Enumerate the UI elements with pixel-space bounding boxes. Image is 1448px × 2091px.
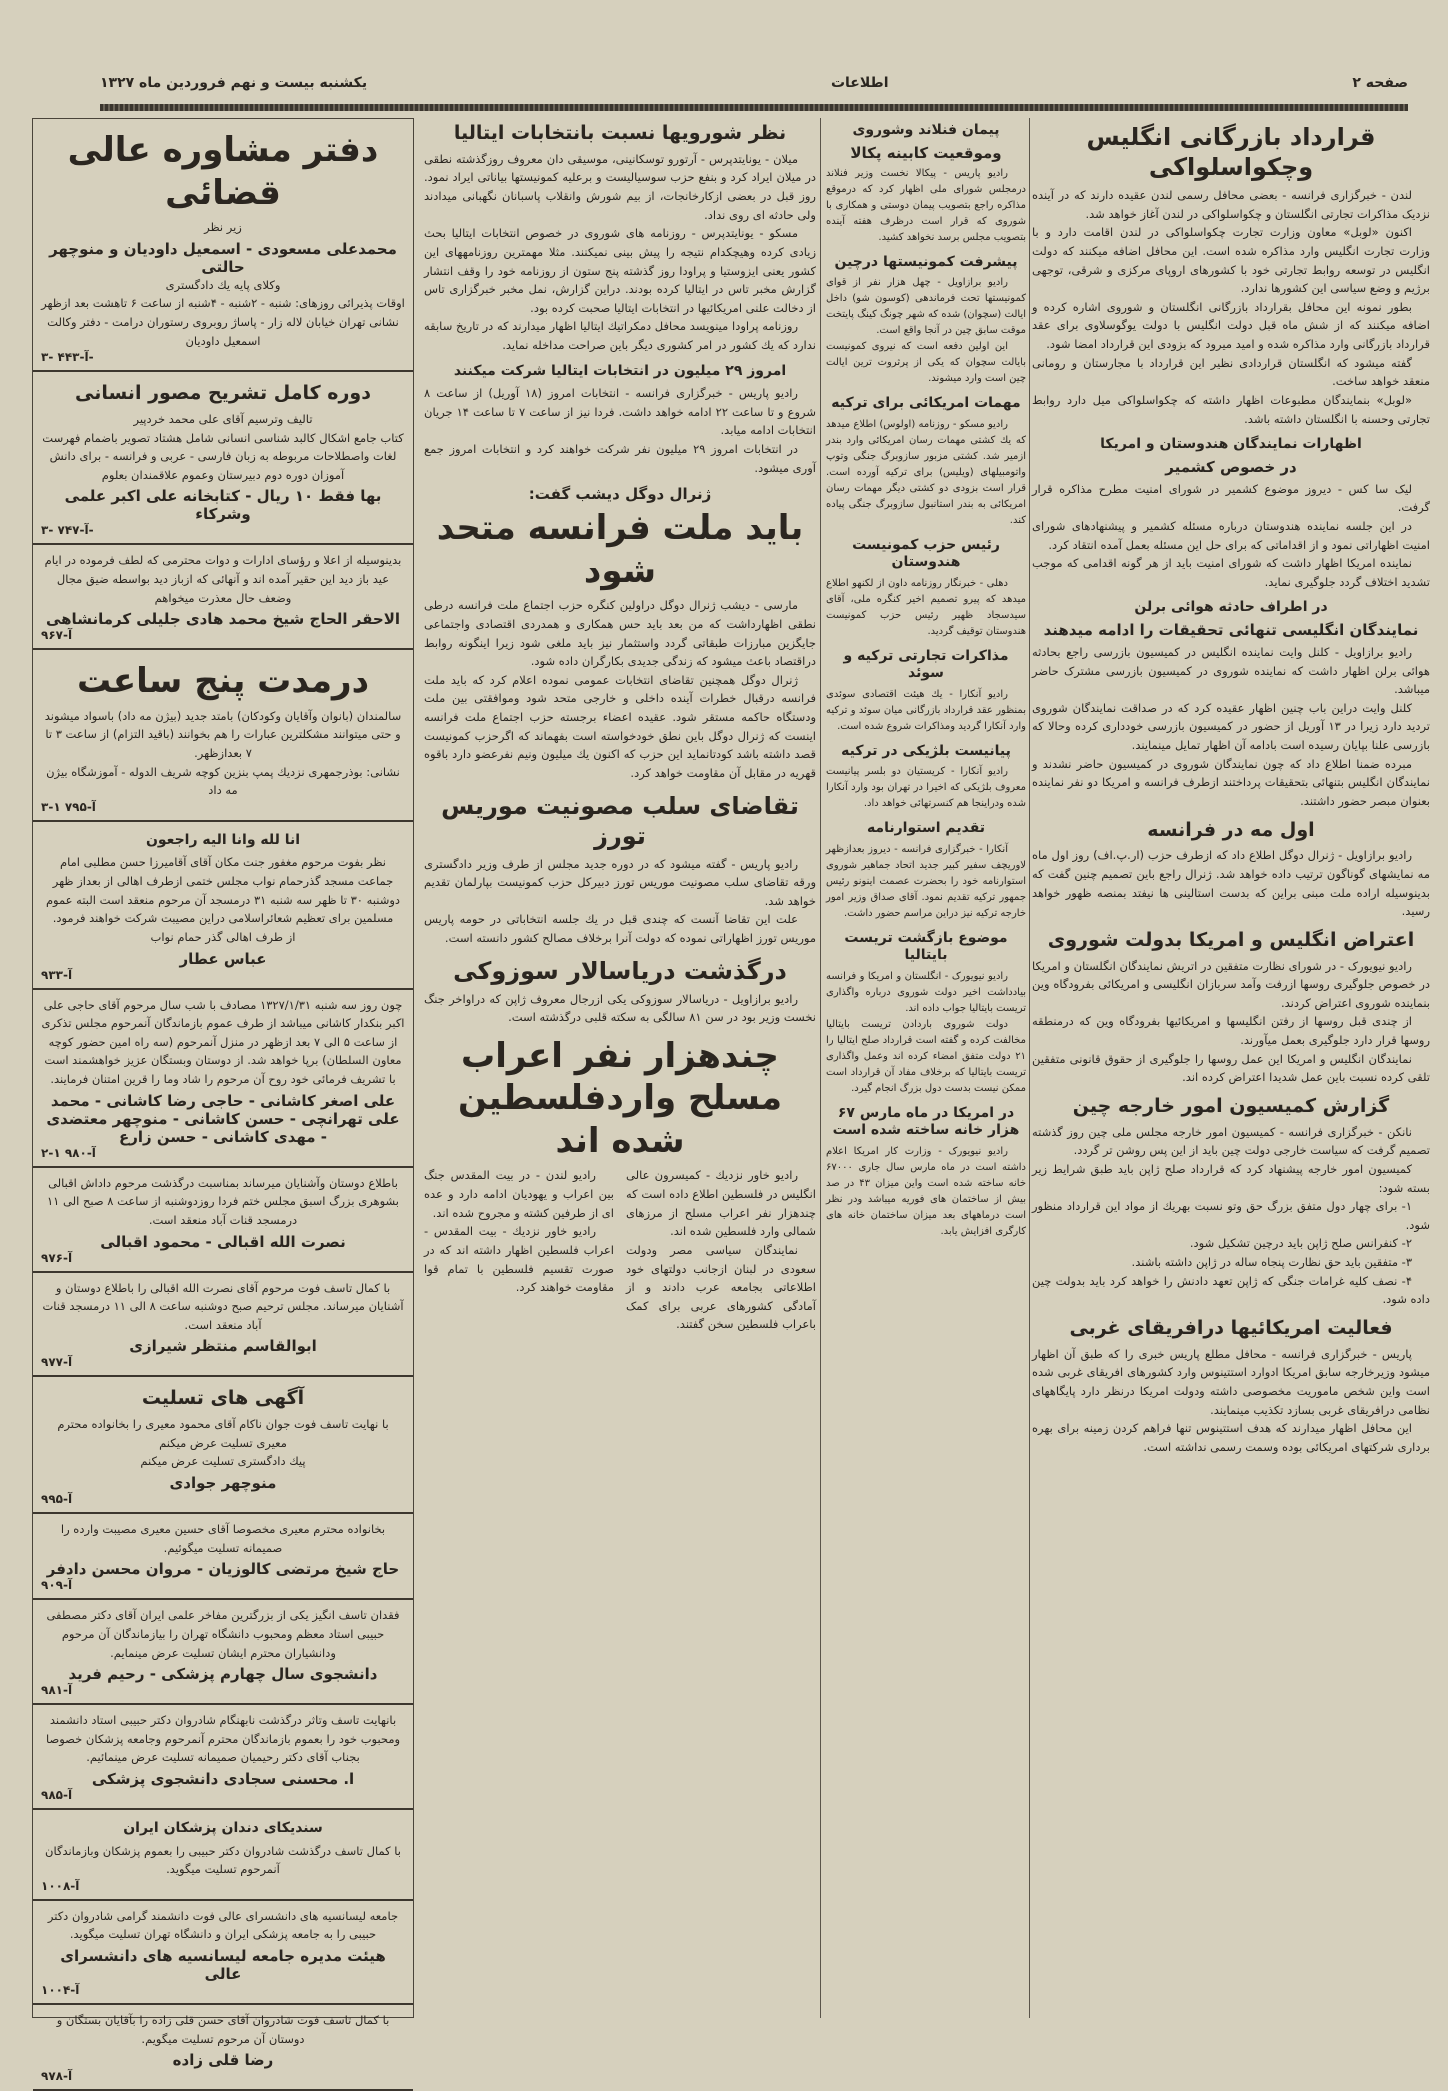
ad-signature: ابوالقاسم منتظر شیرازی <box>129 1337 317 1356</box>
article-body <box>1032 846 1430 921</box>
ad-code: آ-۱۰۰۴ <box>41 1983 80 1997</box>
article-body <box>1032 643 1430 811</box>
news-article <box>1032 819 1430 921</box>
advertisement <box>33 1705 413 1810</box>
article-headline: تقدیم استوارنامه <box>866 820 986 836</box>
news-article <box>826 254 1026 388</box>
article-paragraph: از چندی قبل روسها از رفتن انگلیسها و امریکائیها بفرودگاه وین که درمنطقه روسها قرار دارد جلوگیری بعمل میآورند. <box>1032 1014 1430 1047</box>
ad-text: وکلای پایه یك دادگستری <box>165 277 281 292</box>
article-paragraph: مارسی - دیشب ژنرال دوگل دراولین کنگره حزب اجتماع ملت فرانسه درطی نطقی اظهارداشت که من بعد باید حس همکاری و همدردی اقتصادی واجتماعی جایگزین مبارزات طبقاتی گردد واستثمار نیز باید ملغی شود زیرا اینگونه روابط دراقتصاد باعث میشود که زندگی جدیدی بکارگران داده شود. <box>424 598 816 669</box>
article-body <box>424 855 816 948</box>
ad-text: تالیف وترسیم آقای علی محمد خردپیر <box>133 411 313 426</box>
page-number: صفحه ۲ <box>1352 75 1408 91</box>
article-headline: درگذشت دریاسالار سوزوکی <box>453 956 787 985</box>
column-divider <box>1029 118 1030 2018</box>
ad-text: سالمندان (بانوان وآقایان وکودکان) بامتد جدید (بیژن مه داد) باسواد میشوند و حتی میتوانند مشکلترین عبارات را هم بخوانند (باقید التزام) از ساعت ۳ تا ۷ بعدازظهر. <box>44 708 402 760</box>
news-article <box>424 122 816 355</box>
column-center-right <box>826 118 1026 2018</box>
article-headline: نظر شورویها نسبت بانتخابات ایتالیا <box>453 122 787 144</box>
article-kicker: ژنرال دوگل دیشب گفت: <box>528 485 712 504</box>
article-paragraph: رادیو خاور نزدیك - کمیسرون عالی انگلیس در فلسطین اطلاع داده است که چندهزار نفر اعراب مسلح از مرزهای شمالی وارد فلسطین شده اند. <box>626 1168 816 1239</box>
advertisement <box>33 1514 413 1600</box>
ad-signature: دانشجوی سال چهارم پزشکی - رحیم فرید <box>68 1665 378 1684</box>
article-body <box>424 150 816 355</box>
article-headline: اظهارات نمایندگان هندوستان و امریکا <box>1100 436 1362 453</box>
article-paragraph: «لوبل» بنمایندگان مطبوعات اظهار داشته که چکواسلواکی میل دارد روابط تجارتی وحسنه با انگلستان داشته باشد. <box>1032 392 1430 426</box>
article-paragraph: علت این تقاضا آنست که چندی قبل در یك جلسه انتخاباتی در حومه پاریس موریس تورز اظهاراتی نموده که دولت آنرا برخلاف مصالح کشور دانسته است. <box>424 912 816 945</box>
ad-code: آ-۹۷۸ <box>41 2069 73 2084</box>
news-article <box>424 485 816 782</box>
advertisements-column <box>32 118 414 2084</box>
ad-code: آ-۹۸۱ <box>41 1683 73 1698</box>
ad-text: بخانواده محترم معیری مخصوصا آقای حسین معیری مصیبت وارده را صمیمانه تسلیت میگوئیم. <box>60 1522 386 1555</box>
article-paragraph: این اولین دفعه است که نیروی کمونیست بایالت سچوان که یکی از پرثروت ترین ایالت چین است وارد میشوند. <box>826 341 1026 384</box>
article-paragraph: ۳- متفقین باید حق نظارت پنجاه ساله در ژاپن داشته باشند. <box>1131 1255 1412 1269</box>
article-headline: مذاکرات تجارتی ترکیه و سوئد <box>843 647 1009 681</box>
article-paragraph: نمایندگان سیاسی مصر ودولت سعودی در لبنان ازجانب دولتهای خود اطلاعاتی بجامعه عرب دادند و از آمادگی کشورهای عربی برای کمک باعراب فلسطین سخن گفتند. <box>626 1242 816 1332</box>
news-article <box>826 820 1026 922</box>
advertisement <box>33 1901 413 2005</box>
article-paragraph: رادیو پاریس - خبرگزاری فرانسه - انتخابات امروز (۱۸ آوریل) از ساعت ۸ شروع و تا ساعت ۲۲ ادامه خواهد داشت. فردا نیز از ساعت ۷ تا ساعت ۱۴ جریان انتخابات ادامه میابد. <box>424 386 817 438</box>
article-paragraph: ۱- برای چهار دول متفق بزرگ حق وتو نسبت بهریك از مواد این قرارداد منظور شود. <box>1032 1199 1430 1232</box>
ad-code: آ-۹۷۷ <box>41 1355 73 1370</box>
advertisement <box>33 822 413 990</box>
article-body <box>826 842 1026 922</box>
article-paragraph: رادیو لندن - در بیت المقدس جنگ بین اعراب و یهودیان ادامه دارد و عده ای از طرفین کشته و مجروح شده اند. <box>424 1168 614 1220</box>
advertisement <box>33 2005 413 2091</box>
article-paragraph: این محافل اظهار میدارند که هدف استتینوس تنها فراهم کردن زمینه برای بهره برداری شرکتهای امریکائی بوده وسمت رسمی نداشته است. <box>1032 1421 1430 1454</box>
ad-text: جامعه لیسانسیه های دانشسرای عالی فوت دانشمند گرامی شادروان دکتر حبیبی را به جامعه پزشکی ایران و دانشگاه تهران تسلیت میگوید. <box>47 1908 399 1942</box>
article-headline: اول مه در فرانسه <box>1147 818 1315 841</box>
article-body <box>424 596 816 782</box>
article-headline: در اطراف حادثه هوائی برلن <box>1134 599 1328 616</box>
article-body <box>1032 957 1430 1087</box>
advertisement <box>33 372 413 545</box>
advertisement <box>33 1273 413 1378</box>
article-subheadline: وموقعیت کابینه پکالا <box>850 143 1002 162</box>
ad-text: از طرف اهالی گذر حمام نواب <box>150 929 296 944</box>
advertisement <box>33 1168 413 1273</box>
ad-text: با کمال تاسف فوت مرحوم آقای نصرت الله اقبالی را باطلاع دوستان و آشنایان میرساند. مجلس ترحیم صبح دوشنبه ساعت ۸ الی ۱۱ درمسجد قنات آباد منعقد است. <box>42 1280 404 1332</box>
ad-title: آگهی های تسلیت <box>141 1387 305 1410</box>
article-paragraph: رادیو پاریس - گفته میشود که در دوره جدید مجلس از طرف وزیر دادگستری ورقه تقاضای سلب مصونیت موریس تورز دبیرکل حزب کمونیست بپارلمان تقدیم خواهد شد. <box>424 856 816 908</box>
ad-signature: ا. محسنی سجادی دانشجوی پزشکی <box>91 1770 355 1788</box>
article-paragraph: در انتخابات امروز ۲۹ میلیون نفر شرکت خواهند کرد و انتخابات امروز جمع آوری میشود. <box>424 442 816 475</box>
article-paragraph: رادیو پاریس - پیکالا نخست وزیر فنلاند درمجلس شورای ملی اظهار کرد که درموقع مذاکره راجع بتصویب پیمان دوستی و همکاری با شوروی که قرار است درظرف هفته آینده بتصویب مجلس برسد نخواهد کشید. <box>826 167 1026 243</box>
news-article <box>826 1105 1026 1240</box>
ad-code: آ-۹۸۰ ۱-۲ <box>41 1145 96 1160</box>
news-article <box>1032 436 1430 591</box>
article-paragraph: دهلی - خبرنگار روزنامه داون از لکنهو اطلاع میدهد که پیرو تصمیم اخیر کنگره ملی، آقای سیدسجاد ظهیر رئیس حزب کمونیست هندوستان توقیف گردید. <box>826 577 1026 637</box>
ad-text: نشانی: بوذرجمهری نزدیك پمپ بنزین کوچه شریف الدوله - آموزشگاه بیژن مه داد <box>46 764 400 798</box>
advertisement <box>33 1810 413 1901</box>
news-article <box>424 791 816 948</box>
article-paragraph: نمایندگان انگلیس و امریکا این عمل روسها را جلوگیری از حقوق قانونی متفقین تلقی کرده نسبت باین عمل شدیدا اعتراض کرده اند. <box>1032 1051 1430 1085</box>
article-body <box>424 1166 816 1334</box>
article-paragraph: رادیو برازاویل - کلنل وایت نماینده انگلیس در کمیسیون بازرسی راجع بحادثه هوائی برلن اظهار داشت که نماینده شوروی در کمیسیون بازرسی مشترک حاضر میباشد. <box>1032 644 1430 697</box>
ad-title: انا لله وانا الیه راجعون <box>145 831 301 848</box>
news-article <box>826 743 1026 813</box>
article-headline: فعالیت امریکائیها درافریقای غربی <box>1069 1316 1393 1339</box>
advertisement <box>33 119 413 372</box>
ad-text: زیر نظر <box>204 220 242 234</box>
article-paragraph: رادیو برازاویل - ژنرال دوگل اطلاع داد که ازطرف حزب (ار.پ.اف) روز اول ماه مه نمایشهای گوناگون ترتیب داده خواهد شد. ژنرال راجع باین تصمیم چنین گفت که بدینوسیله اراده ملت مبنی براین که بدست استالینی ها نیفتد بمنصه ظهور خواهد رسید. <box>1032 848 1430 919</box>
article-headline: پیانیست بلژیکی در ترکیه <box>841 742 1011 759</box>
news-article <box>1032 929 1430 1087</box>
article-headline: در امریکا در ماه مارس ۶۷ هزار خانه ساخته شده است <box>832 1104 1020 1138</box>
ad-text: فقدان تاسف انگیز یکی از بزرگترین مفاخر علمی ایران آقای دکتر مصطفی حبیبی استاد معظم ومحبوب دانشگاه تهران را بیازماندگان آن مرحوم ودانشیاران محترم ایشان تسلیت عرض مینمایم. <box>46 1608 400 1660</box>
ad-title: سندیکای دندان پزشکان ایران <box>123 1820 323 1836</box>
ad-signature: علی اصغر کاشانی - حاجی رضا کاشانی - محمد علی تهرانچی - حسن کاشانی - منوچهر معتضدی - مهدی کاشانی - حسن زارع <box>46 1091 400 1146</box>
header-rule <box>100 104 1408 111</box>
article-paragraph: رادیو آنکارا - یك هیئت اقتصادی سوئدی بمنظور عقد قرارداد بازرگانی میان سوئد و ترکیه وارد آنکارا گردید ومذاکرات شروع شده است. <box>826 688 1026 732</box>
news-article <box>826 537 1026 640</box>
article-body <box>826 764 1026 812</box>
ad-text: کتاب جامع اشکال کالبد شناسی انسانی شامل هشتاد تصویر باضمام فهرست لغات واصطلاحات مربوطه به زبان فارسی - عربی و فرانسه - برای دانش آموزان دوره دوم دبیرستان وعموم علاقمندان بعلوم <box>42 430 404 482</box>
article-paragraph: گفته میشود که انگلستان قراردادی نظیر این قرارداد با مجارستان و رومانی منعقد خواهد ساخت. <box>1032 355 1430 389</box>
article-headline: قرارداد بازرگانی انگلیس وچکواسلواکی <box>1086 123 1376 181</box>
ad-signature: نصرت الله اقبالی - محمود اقبالی <box>100 1232 346 1251</box>
article-paragraph: ۲- کنفرانس صلح ژاپن باید درچین تشکیل شود. <box>1189 1236 1412 1251</box>
ad-title: دوره کامل تشریح مصور انسانی <box>74 382 371 405</box>
ad-title: دفتر مشاوره عالی قضائی <box>67 130 379 213</box>
ad-code: آ-۹۳۳ <box>41 967 73 982</box>
article-paragraph: مبرده ضمنا اطلاع داد که چون نمایندگان شوروی در کمیسیون حاضر نشدند و نمایندگان انگلیس بتنهائی بتحقیقات پرداختند ازطرف فرانسه و امریکا دو نفر نماینده بعنوان مبصر حضور داشتند. <box>1032 756 1430 808</box>
ad-code: آ-۷۹۵ ۱-۳ <box>41 799 96 814</box>
article-body <box>826 166 1026 246</box>
advertisement <box>33 650 413 822</box>
ad-signature: هیئت مدیره جامعه لیسانسیه های دانشسرای عالی <box>60 1947 386 1983</box>
ad-signature: عباس عطار <box>179 949 267 968</box>
article-body <box>826 1144 1026 1240</box>
article-body <box>1032 1123 1430 1309</box>
ad-text: با نهایت تاسف فوت جوان ناکام آقای محمود معیری را بخانواده محترم معیری تسلیت عرض میکنم <box>57 1417 389 1450</box>
article-paragraph: رادیو نیویورک - وزارت کار امریکا اعلام داشته است در ماه مارس سال جاری ۶۷۰۰۰ خانه ساخته شده است واین میزان ۴۳ در صد بیش از ساختمان های فوریه میباشد ودر نظر است درماههای بعد میزان ساختمان خانه های کارگری افزایش یابد. <box>826 1145 1026 1237</box>
ad-signature: بها فقط ۱۰ ریال - کتابخانه علی اکبر علمی وشرکاء <box>64 487 382 524</box>
article-paragraph: میلان - یونایتدپرس - آرتورو توسکانینی، موسیقی دان معروف روزگذشته نطقی در میلان ایراد کرد و بنفع حزب سوسیالیست و برعلیه کمونیستها بیاناتی ایراد نمود. روز قبل در بعضی ازکارخانجات، از بیم شورش وانقلاب پاسبانان نگهبانی میدادند ولی حادثه ای روی نداد. <box>424 151 816 222</box>
article-paragraph: رادیو برازاویل - دریاسالار سوزوکی یکی ازرجال معروف ژاپن که دراواخر جنگ نخست وزیر بود در سن ۸۱ سالگی به سکته قلبی درگذشته است. <box>424 991 816 1025</box>
article-headline: باید ملت فرانسه متحد شود <box>436 508 804 591</box>
ad-text: با کمال تاسف فوت شادروان آقای حسن قلی زاده را بآقایان بستگان و دوستان آن مرحوم تسلیت میگویم. <box>56 2013 390 2046</box>
article-headline: تقاضای سلب مصونیت موریس تورز <box>441 791 799 850</box>
ad-text: نشانی تهران خیابان لاله زار - پاساژ روبروی رستوران درامت - دفتر وکالت اسمعیل داودیان <box>47 314 399 348</box>
article-paragraph: پاریس - خبرگزاری فرانسه - محافل مطلع پاریس خبری را که طبق آن اظهار میشود وزیرخارجه سابق امریکا ادوارد استتینوس وارد کشورهای افریقای غربی شده است واین شخص ماموریت مخصوصی داشته ودولت امریکا درنظر دارد پایگاههای نظامی درافریقای غربی بسازد تکذیب مینمایند. <box>1032 1346 1430 1417</box>
news-article <box>424 1035 816 1334</box>
column-right <box>1032 118 1430 2018</box>
article-headline: موضوع بازگشت تریست بایتالیا <box>844 929 1008 963</box>
news-article <box>1032 1317 1430 1457</box>
ad-code: آ-۹۷۶ <box>41 1250 73 1265</box>
article-subheadline: در خصوص کشمیر <box>1165 457 1297 476</box>
article-body <box>424 384 816 477</box>
ad-code: آ-۱۰۰۸ <box>41 1878 80 1893</box>
news-article <box>1032 599 1430 810</box>
ad-signature: رضا قلی زاده <box>172 2051 274 2070</box>
news-article <box>826 122 1026 246</box>
article-body <box>826 417 1026 529</box>
news-article <box>1032 1095 1430 1309</box>
news-article <box>826 395 1026 529</box>
advertisement <box>33 545 413 650</box>
article-paragraph: آنکارا - خبرگزاری فرانسه - دیروز بعدازظهر لاوریچف سفیر کبیر جدید اتحاد جماهیر شوروی استوارنامه خود را بحضرت عصمت اینونو رئیس جمهور ترکیه تقدیم نمود. آقای صداق وزیر امور خارجه ترکیه نیز دراین مراسم حضور داشت. <box>826 843 1026 919</box>
article-body <box>826 687 1026 735</box>
article-headline: اعتراض انگلیس و امریکا بدولت شوروی <box>1047 928 1415 951</box>
article-headline: پیشرفت کمونیستها درچین <box>834 253 1018 270</box>
news-article <box>826 930 1026 1097</box>
article-body <box>424 990 816 1027</box>
article-paragraph: رادیو آنکارا - کریستیان دو بلسر پیانیست معروف بلژیکی که اخیرا در تهران بود وارد آنکارا شده ودراینجا هم کنسرتهائی خواهد داد. <box>826 766 1026 809</box>
article-paragraph: مسکو - یونایتدپرس - روزنامه های شوروی در خصوص انتخابات ایتالیا بحث زیادی کرده وهیچکدام نتیجه را پیش بینی نمیکنند. مثلا مهمترین روزنامههای این کشور یعنی ایزوستیا و پراودا روز گذشته پنج ستون از روزنامه خود را وقف انتشار گزارش مخبر تاس در ایتالیا کرده بودند. دراین گزارش، نمل مخبر خبرگزاری تاس از دخالت علنی امریکائیها در انتخابات ایتالیا صحبت کرده بود. <box>424 226 816 315</box>
article-headline: گزارش کمیسیون امور خارجه چین <box>1072 1094 1390 1117</box>
article-paragraph: رادیو نیویورک - در شورای نظارت متفقین در اتریش نمایندگان انگلستان و امریکا در خصوص جلوگیری روسها ازرفت وآمد سربازان انگلیسی و امریکائی بفرودگاه وین بنماینده شوروی اعتراض کردند. <box>1032 958 1430 1010</box>
article-paragraph: لندن - خبرگزاری فرانسه - بعضی محافل رسمی لندن عقیده دارند که در آینده نزدیک مذاکرات تجارتی انگلستان و چکواسلواکی در لندن آغاز خواهد شد. <box>1032 188 1430 221</box>
page-header <box>100 68 1408 98</box>
column-center-left <box>424 118 816 2018</box>
advertisement <box>33 1600 413 1705</box>
ad-signature: منوچهر جوادی <box>169 1474 277 1492</box>
article-subheadline: نمایندگان انگلیسی تنهائی تحقیقات را ادامه میدهند <box>1043 620 1419 639</box>
article-paragraph: بطور نمونه این محافل بقرارداد بازرگانی انگلستان و شوروی اشاره کرده و اضافه میکنند که از شش ماه قبل دولت انگلیس با دولت یوگوسلاوی برای عقد قرارداد بازرگانی وارد مذاکره شده و امید میرود که بزودی این قرارداد امضا شود. <box>1032 299 1430 351</box>
ad-text: چون روز سه شنبه ۱۳۲۷/۱/۳۱ مصادف با شب سال مرحوم آقای حاجی علی اکبر بنکدار کاشانی میباشد از طرف عموم بازماندگان آنمرحوم مجلس تذکری از ساعت ۵ الی ۷ بعد ازظهر در منزل آنمرحوم (سه راه امین حضور کوچه معاون السلطان) برپا خواهد شد. از دوستان وبستگان عزیز خواهشمند است با تشریف فرمائی خود روح آن مرحوم را شاد وما را قرین امتنان فرمایند. <box>41 997 405 1086</box>
article-paragraph: اکنون «لوبل» معاون وزارت تجارت چکواسلواکی در لندن اقامت دارد و با وزارت تجارت انگلیس وارد مذاکره شده است. این محافل اضافه میکنند که دولت انگلیس در توسعه روابط تجارتی خود با کشورهای اروپای مرکزی و شرقی، توجهی برژیم و وضع سیاسی این کشورها ندارد. <box>1032 225 1430 296</box>
article-headline: پیمان فنلاند وشوروی <box>852 122 1000 138</box>
issue-date: یکشنبه بیست و نهم فروردین ماه ۱۳۲۷ <box>100 75 368 91</box>
article-paragraph: ژنرال دوگل همچنین تقاضای انتخابات عمومی نموده اعلام کرد که باید ملت فرانسه درقبال خطرات آینده داخلی و خارجی متحد شود وموافقتی بین ملت ودستگاه حاکمه مستقر شود. عقیده اعضاء برجسته حزب اجتماع ملت فرانسه اینست که ژنرال دوگل باین نطق خودخواسته است بفهماند که اگرحزب کمونیست قصد داشته باشد کودتانماید این حزب که اکنون یك میلیون ونیم نفرعضو دارد باقوه قهریه در مقابل آن مقاومت خواهد کرد. <box>424 672 816 780</box>
article-paragraph: رادیو نیویورک - انگلستان و امریکا و فرانسه بیادداشت اخیر دولت شوروی درباره واگذاری تریست بایتالیا جواب داده اند. <box>826 970 1026 1014</box>
article-paragraph: دولت شوروی باردادن تریست بایتالیا مخالفت کرده و گفته است قرارداد صلح ایتالیا را ۲۱ دولت متفق امضاء کرده اند وعمل واگذاری تریست بایتالیا که برخلاف مفاد آن قرارداد است ممکن نیست بدست دول بزرگ انجام گیرد. <box>826 1018 1026 1094</box>
article-headline: امروز ۲۹ میلیون در انتخابات ایتالیا شرکت میکنند <box>453 362 787 379</box>
article-paragraph: لیک سا کس - دیروز موضوع کشمیر در شورای امنیت مطرح مذاکره قرار گرفت. <box>1032 481 1430 515</box>
article-headline: چندهزار نفر اعراب مسلح واردفلسطین شده اند <box>457 1035 782 1161</box>
ad-text: با کمال تاسف درگذشت شادروان دکتر حبیبی را بعموم پزشکان وبازماندگان آنمرحوم تسلیت میگوید. <box>45 1843 401 1877</box>
advertisement <box>33 990 413 1168</box>
ad-signature: حاج شیخ مرتضی کالوزیان - مروان محسن دادفر <box>46 1560 400 1579</box>
ad-code: آ-۴۴۳ -۳- <box>41 350 94 365</box>
ad-text: بانهایت تاسف وتاثر درگذشت نابهنگام شادروان دکتر حبیبی استاد دانشمند ومحبوب خود را بعموم بازماندگان محترم آنمرحوم وجامعه پزشکان خصوصا بجناب آقای دکتر رحیمیان صمیمانه تسلیت عرض مینمائیم. <box>45 1713 401 1765</box>
ad-text: بدینوسیله از اعلا و رؤسای ادارات و دوات محترمی که لطف فرموده در ایام عید باز دید این حقیر آمده اند و آنهائی که ازباز دید بواسطه ضیق مجال وضعف حال معذرت میخواهم <box>44 553 402 605</box>
ad-code: آ-۹۰۹ <box>41 1578 73 1593</box>
advertisement <box>33 1377 413 1514</box>
news-article <box>424 363 816 478</box>
article-paragraph: نماینده امریکا اظهار داشت که شورای امنیت باید از هر گونه اقدامی که موجب تشدید اختلاف گردد جلوگیری نماید. <box>1032 556 1430 589</box>
article-body <box>1032 186 1430 428</box>
article-headline: رئیس حزب کمونیست هندوستان <box>852 536 1000 570</box>
article-paragraph: ۴- نصف کلیه غرامات جنگی که ژاپن تعهد دادنش را خواهد کرد باید بدولت چین داده شود. <box>1032 1273 1430 1307</box>
article-body <box>1032 480 1430 592</box>
article-body <box>826 969 1026 1097</box>
news-article <box>1032 122 1430 428</box>
ad-title: درمدت پنج ساعت <box>76 661 370 702</box>
article-paragraph: کلنل وایت دراین باب چنین اظهار عقیده کرد که در صداقت نمایندگان شوروی تردید دارد زیرا در ۱۳ آوریل از حضور در کمیسیون بازرسی خودداری کرده وحالا که بازرسی علنا بپایان رسیده است بادامه آن اظهار تمایل مینمایند. <box>1032 700 1430 752</box>
ad-text: پیك دادگستری تسلیت عرض میکنم <box>140 1454 306 1469</box>
article-paragraph: در این جلسه نماینده هندوستان درباره مسئله کشمیر و پیشنهادهای شورای امنیت اظهاراتی نمود و از اقداماتی که برای حل این مسئله بعمل آمده انتقاد کرد. <box>1032 518 1430 552</box>
ad-code: آ-۷۴۷ -۳- <box>41 523 94 538</box>
article-paragraph: کمیسیون امور خارجه پیشنهاد کرد که قرارداد صلح ژاپن باید طبق شرایط زیر بسته شود: <box>1032 1161 1430 1195</box>
article-paragraph: رادیو مسکو - روزنامه (اولوس) اطلاع میدهد که یك کشتی مهمات رسان امریکائی وارد بندر ازمیر شد. کشتی مزبور سازوبرگ جنگی وتوپ واتومبیلهای (ویلیس) برای ترکیه آورده است. قرار است بزودی دو کشتی دیگر مهمات رسان امریکائی به بندر استانبول سازوبرگ جنگی پیاده کند. <box>826 418 1026 526</box>
article-body <box>826 275 1026 387</box>
article-headline: مهمات امریکائی برای ترکیه <box>831 395 1021 411</box>
ad-text: اوقات پذیرائی روزهای: شنبه - ۲شنبه - ۴شنبه از ساعت ۶ تاهشت بعد ازظهر <box>41 296 405 311</box>
article-paragraph: روزنامه پراودا مینویسد محافل دمکراتیك ایتالیا اظهار میدارند که در تاریخ سابقه ندارد که یك کشور در امر کشوری دیگر باین صراحت مداخله نماید. <box>424 319 816 352</box>
masthead: اطلاعات <box>830 75 889 91</box>
article-paragraph: رادیو برازاویل - چهل هزار نفر از قوای کمونیستها تحت فرماندهی (کوسون شو) داخل ایالت (سچوان) شده که شهر چونگ کینگ پایتخت موقت سابق چین در آنجا واقع است. <box>826 277 1026 336</box>
ad-code: آ-۹۶۷ <box>41 628 73 643</box>
article-paragraph: نانکن - خبرگزاری فرانسه - کمیسیون امور خارجه مجلس ملی چین روز گذشته تصمیم گرفت که سیاست خارجی دولت چین باید از این پس روشن تر گردد. <box>1032 1124 1430 1158</box>
article-body <box>826 576 1026 640</box>
ad-signature: محمدعلی مسعودی - اسمعیل داودیان و منوچهر حالتی <box>49 239 397 276</box>
column-divider <box>820 118 821 2018</box>
ad-code: آ-۹۹۵ <box>41 1492 73 1506</box>
ad-code: آ-۹۸۵ <box>41 1788 73 1802</box>
news-article <box>826 648 1026 735</box>
ad-text: نظر بفوت مرحوم مغفور جنت مکان آقای آقامیرزا حسن مطلبی امام جماعت مسجد گذرحمام نواب مجلس ختمی ازطرف اهالی از بعداز ظهر دوشنبه ۳۰ تا ظهر سه شنبه ۳۱ درمسجد آن مرحوم منعقد است البته عموم مسلمین برای تعظیم شعائراسلامی دراین مصیبت شرکت خواهند فرمود. <box>45 855 401 926</box>
article-paragraph: رادیو خاور نزدیك - بیت المقدس - اعراب فلسطین اظهار داشته اند که در صورت تقسیم فلسطین با تمام قوا مقاومت خواهند کرد. <box>424 1224 614 1295</box>
article-body <box>1032 1345 1430 1457</box>
ad-text: باطلاع دوستان وآشنایان میرساند بمناسبت درگذشت مرحوم داداش اقبالی بشوهری بزرگ اسبق مجلس ختم فردا روزدوشنبه از ساعت ۸ صبح الی ۱۱ درمسجد قنات آباد منعقد است. <box>46 1175 400 1227</box>
news-article <box>424 956 816 1027</box>
ad-signature: الاحقر الحاج شیخ محمد هادی جلیلی کرمانشاهی <box>45 610 401 629</box>
